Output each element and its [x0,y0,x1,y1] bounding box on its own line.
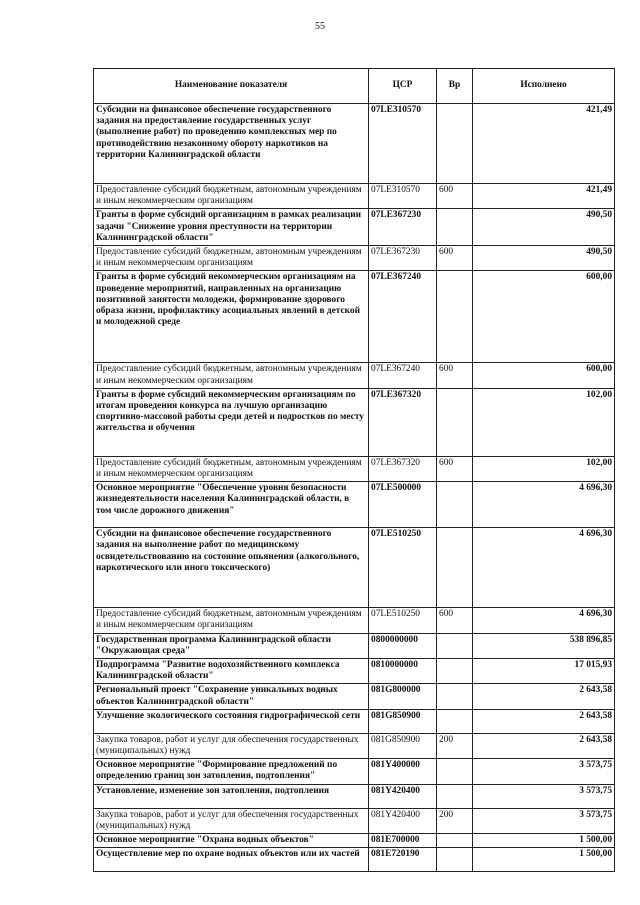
row-value: 3 573,75 [473,784,615,808]
table-row [94,784,615,808]
row-csr: 07LE367240 [369,271,437,363]
row-name: Субсидии на финансовое обеспечение государственного задания на выполнение работ по медицинскому освидетельствованию на состояние опьянения (алкогольного, наркотического или иного токсического) [94,528,369,608]
row-vr [437,388,473,456]
row-csr: 081G800000 [369,684,437,709]
table-row [94,834,615,848]
row-csr: 07LE367230 [369,246,437,271]
row-name: Установление, изменение зон затопления, подтопления [94,784,369,808]
row-value: 1 500,00 [473,834,615,848]
row-vr [437,659,473,684]
row-name: Субсидии на финансовое обеспечение государственного задания на предоставление государственных услуг (выполнение работ) по проведению комплексных мер по противодействию незаконному обороту наркотиков на территории Калининградской области [94,104,369,184]
table-row [94,271,615,363]
row-value: 3 573,75 [473,759,615,784]
row-name: Подпрограмма "Развитие водохозяйственного комплекса Калининградской области" [94,659,369,684]
table-row [94,759,615,784]
row-value: 102,00 [473,388,615,456]
row-value: 2 643,58 [473,709,615,733]
row-vr: 600 [437,246,473,271]
row-value: 2 643,58 [473,684,615,709]
header-done: Исполнено [473,69,615,104]
row-vr [437,209,473,246]
row-value: 600,00 [473,363,615,388]
table-row [94,104,615,184]
table-row [94,482,615,528]
table-row [94,633,615,658]
row-csr: 07LE310570 [369,104,437,184]
row-csr: 081E720190 [369,848,437,872]
header-csr: ЦСР [369,69,437,104]
row-vr [437,104,473,184]
table-row [94,684,615,709]
row-vr [437,633,473,658]
table-row [94,184,615,209]
row-csr: 0810000000 [369,659,437,684]
table-row [94,808,615,833]
row-csr: 07LE367240 [369,363,437,388]
row-name: Осуществление мер по охране водных объектов или их частей [94,848,369,872]
row-name: Государственная программа Калининградской области "Окружающая среда" [94,633,369,658]
page-number: 55 [315,21,325,32]
row-csr: 081G850900 [369,709,437,733]
table-row [94,659,615,684]
row-vr: 600 [437,456,473,481]
row-name: Основное мероприятие "Охрана водных объектов" [94,834,369,848]
table-row [94,709,615,733]
budget-table [93,68,615,872]
row-csr: 07LE367230 [369,209,437,246]
row-vr [437,482,473,528]
row-vr: 200 [437,733,473,758]
row-name: Предоставление субсидий бюджетным, автономным учреждениям и иным некоммерческим организациям [94,608,369,633]
row-name: Предоставление субсидий бюджетным, автономным учреждениям и иным некоммерческим организациям [94,456,369,481]
row-name: Предоставление субсидий бюджетным, автономным учреждениям и иным некоммерческим организациям [94,184,369,209]
row-name: Гранты в форме субсидий организациям в рамках реализации задачи "Снижение уровня преступности на территории Калининградской области" [94,209,369,246]
row-csr: 081G850900 [369,733,437,758]
row-vr: 600 [437,363,473,388]
row-vr: 200 [437,808,473,833]
row-vr [437,271,473,363]
row-value: 17 015,93 [473,659,615,684]
row-csr: 081Y400000 [369,759,437,784]
row-vr [437,784,473,808]
row-vr [437,759,473,784]
row-csr: 07LE310570 [369,184,437,209]
table-row [94,456,615,481]
row-csr: 0800000000 [369,633,437,658]
table-body [94,104,615,872]
row-value: 490,50 [473,209,615,246]
row-value: 538 896,85 [473,633,615,658]
row-name: Основное мероприятие "Формирование предложений по определению границ зон затопления, подтопления" [94,759,369,784]
row-csr: 081E700000 [369,834,437,848]
row-vr: 600 [437,608,473,633]
row-value: 102,00 [473,456,615,481]
row-value: 2 643,58 [473,733,615,758]
row-csr: 07LE510250 [369,608,437,633]
row-name: Закупка товаров, работ и услуг для обеспечения государственных (муниципальных) нужд [94,808,369,833]
row-vr [437,684,473,709]
header-name: Наименование показателя [94,69,369,104]
table-row [94,388,615,456]
row-name: Предоставление субсидий бюджетным, автономным учреждениям и иным некоммерческим организациям [94,363,369,388]
header-vr: Вр [437,69,473,104]
row-vr: 600 [437,184,473,209]
row-vr [437,848,473,872]
row-vr [437,528,473,608]
row-csr: 07LE500000 [369,482,437,528]
table-header-row [94,69,615,104]
row-csr: 081Y420400 [369,784,437,808]
table-row [94,209,615,246]
row-value: 421,49 [473,184,615,209]
row-value: 4 696,30 [473,608,615,633]
table-row [94,363,615,388]
row-name: Закупка товаров, работ и услуг для обеспечения государственных (муниципальных) нужд [94,733,369,758]
row-value: 4 696,30 [473,528,615,608]
row-value: 600,00 [473,271,615,363]
row-value: 1 500,00 [473,848,615,872]
row-value: 490,50 [473,246,615,271]
row-name: Предоставление субсидий бюджетным, автономным учреждениям и иным некоммерческим организациям [94,246,369,271]
table-row [94,848,615,872]
table-row [94,246,615,271]
row-name: Улучшение экологического состояния гидрографической сети [94,709,369,733]
row-name: Гранты в форме субсидий некоммерческим организациям на проведение мероприятий, направленных на организацию позитивной занятости молодежи, формирование здорового образа жизни, профилактику асоциальных явлений в детской и молодежной среде [94,271,369,363]
row-csr: 07LE510250 [369,528,437,608]
row-vr [437,709,473,733]
row-value: 421,49 [473,104,615,184]
row-vr [437,834,473,848]
row-name: Региональный проект "Сохранение уникальных водных объектов Калининградской области" [94,684,369,709]
row-csr: 07LE367320 [369,388,437,456]
row-value: 3 573,75 [473,808,615,833]
table-row [94,608,615,633]
table-row [94,733,615,758]
row-name: Гранты в форме субсидий некоммерческим организациям по итогам проведения конкурса на лучшую организацию спортивно-массовой работы среди детей и подростков по месту жительства и обучения [94,388,369,456]
table-row [94,528,615,608]
row-csr: 081Y420400 [369,808,437,833]
row-csr: 07LE367320 [369,456,437,481]
row-value: 4 696,30 [473,482,615,528]
row-name: Основное мероприятие "Обеспечение уровня безопасности жизнедеятельности населения Калининградской области, в том числе дорожного движения" [94,482,369,528]
